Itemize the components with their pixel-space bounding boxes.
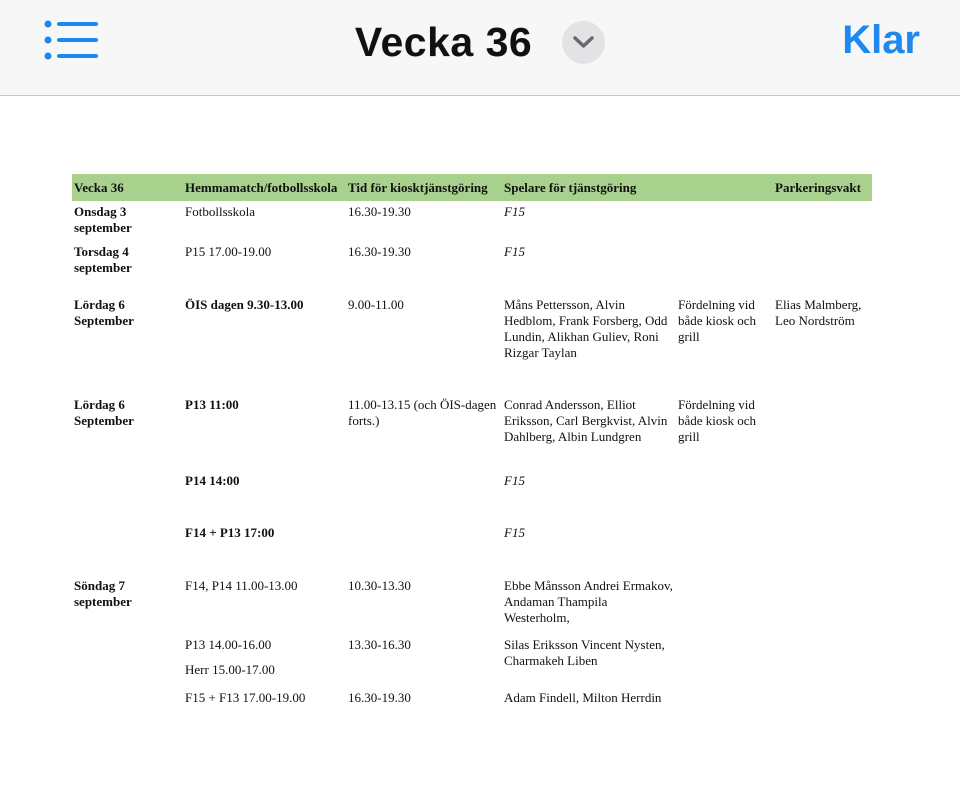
table-row [72, 201, 872, 244]
parking-cell [773, 578, 872, 637]
time-cell: 16.30-19.30 [348, 244, 411, 259]
players-cell: Conrad Andersson, Elliot Eriksson, Carl Bergkvist, Alvin Dahlberg, Albin Lundgren [504, 397, 668, 444]
parking-cell [773, 473, 872, 525]
time-cell: 16.30-19.30 [348, 204, 411, 219]
event-cell: F14 + P13 17:00 [185, 525, 275, 540]
day-cell: Torsdag 4 september [74, 244, 132, 275]
parking-cell [773, 244, 872, 297]
table-row [72, 525, 872, 578]
time-cell: 16.30-19.30 [348, 690, 411, 705]
event-cell: ÖIS dagen 9.30-13.00 [185, 297, 304, 312]
day-cell [72, 637, 183, 690]
header-players: Spelare för tjänstgöring [504, 179, 637, 195]
note-cell [676, 578, 773, 637]
day-cell: Onsdag 3 september [74, 204, 132, 235]
event-cell: P14 14:00 [185, 473, 240, 488]
parking-cell [773, 525, 872, 578]
players-cell: F15 [504, 525, 525, 540]
schedule-table [72, 174, 872, 720]
note-cell: Fördelning vid både kiosk och grill [678, 397, 756, 444]
event-line: P13 14.00-16.00 [185, 637, 272, 652]
header-parking: Parkeringsvakt [775, 179, 861, 195]
table-row [72, 297, 872, 397]
players-cell: Adam Findell, Milton Herrdin [504, 690, 662, 705]
title-container [0, 16, 960, 66]
time-cell: 9.00-11.00 [348, 297, 404, 312]
page-title: Vecka 36 [354, 18, 533, 65]
time-cell: 13.30-16.30 [348, 637, 411, 652]
table-row [72, 637, 872, 690]
players-cell: Ebbe Månsson Andrei Ermakov, Andaman Thampila Westerholm, [504, 578, 673, 625]
header-event: Hemmamatch/fotbollsskola [185, 179, 338, 195]
line-spacer [185, 653, 344, 662]
title-dropdown-button[interactable] [562, 21, 605, 64]
table-row [72, 397, 872, 473]
document-content [72, 174, 872, 720]
note-cell [676, 690, 773, 720]
header-week: Vecka 36 [74, 179, 124, 195]
event-line-extra: Herr 15.00-17.00 [185, 662, 275, 677]
parking-cell [773, 637, 872, 690]
header-time: Tid för kiosktjänstgöring [348, 179, 488, 195]
day-cell [72, 525, 183, 578]
event-cell: Fotbollsskola [185, 204, 256, 219]
done-button[interactable]: Klar [842, 18, 920, 62]
note-cell [676, 637, 773, 690]
note-cell [676, 473, 773, 525]
note-cell: Fördelning vid både kiosk och grill [678, 297, 756, 344]
event-cell [183, 637, 346, 690]
chevron-down-icon [572, 33, 595, 51]
time-cell: 11.00-13.15 (och ÖIS-dagen forts.) [348, 397, 497, 428]
table-row [72, 244, 872, 297]
time-cell [346, 525, 502, 578]
parking-cell: Elias Malmberg, Leo Nordström [775, 297, 862, 328]
event-cell: F14, P14 11.00-13.00 [185, 578, 298, 593]
players-cell: F15 [504, 244, 525, 259]
day-cell: Lördag 6 September [74, 297, 134, 328]
table-row [72, 578, 872, 637]
parking-cell [773, 397, 872, 473]
note-cell [676, 201, 773, 244]
note-cell [676, 525, 773, 578]
day-cell [72, 690, 183, 720]
day-cell: Lördag 6 September [74, 397, 134, 428]
players-cell: Måns Pettersson, Alvin Hedblom, Frank Forsberg, Odd Lundin, Alikhan Guliev, Roni Rizgar Taylan [504, 297, 668, 360]
day-cell: Söndag 7 september [74, 578, 132, 609]
parking-cell [773, 690, 872, 720]
players-cell: F15 [504, 204, 525, 219]
table-row [72, 473, 872, 525]
navigation-bar [0, 0, 960, 96]
event-cell: F15 + F13 17.00-19.00 [185, 690, 306, 705]
table-row [72, 690, 872, 720]
players-cell: F15 [504, 473, 525, 488]
table-header-row [72, 174, 872, 201]
note-cell [676, 244, 773, 297]
event-cell: P13 11:00 [185, 397, 239, 412]
event-cell: P15 17.00-19.00 [185, 244, 272, 259]
day-cell [72, 473, 183, 525]
time-cell: 10.30-13.30 [348, 578, 411, 593]
header-note [676, 174, 773, 201]
time-cell [346, 473, 502, 525]
list-icon[interactable] [44, 20, 100, 62]
parking-cell [773, 201, 872, 244]
players-cell: Silas Eriksson Vincent Nysten, Charmakeh Liben [504, 637, 665, 668]
